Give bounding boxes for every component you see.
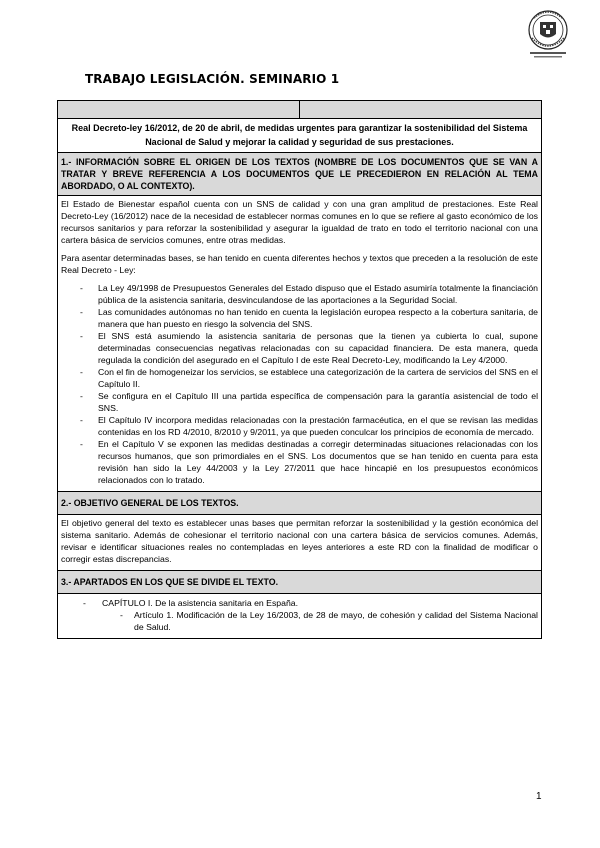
page-number: 1 bbox=[536, 791, 542, 802]
section-3-outline bbox=[58, 594, 541, 638]
list-item: - El SNS está asumiendo la asistencia sanitaria de personas que la tienen ya cubierta lo cual, supone determinadas consecuencias negativas relacionadas con su capacidad financiera. De esta manera, queda regulada la condición del asegurado en el Capítulo I de este Real Decreto-Ley, modificando la Ley 4/2000. bbox=[80, 331, 538, 365]
section-1-bullet-list bbox=[61, 282, 538, 486]
list-item: - La Ley 49/1998 de Presupuestos Generales del Estado dispuso que el Estado asumiría totalmente la financiación pública de la asistencia sanitaria, desvinculandose de las aportaciones a la Seguridad Social. bbox=[80, 283, 538, 305]
list-item: - Se configura en el Capítulo III una partida específica de compensación para la garantía asistencial de todo el SNS. bbox=[80, 391, 538, 413]
section-2-heading: 2.- OBJETIVO GENERAL DE LOS TEXTOS. bbox=[58, 492, 541, 515]
header-cell-left bbox=[58, 101, 299, 118]
university-seal-icon bbox=[524, 8, 572, 60]
section-2-body: El objetivo general del texto es establecer unas bases que permitan reforzar la sostenibilidad y la gestión económica del sistema sanitario. Además de cohesionar el territorio nacional con una cartera básica de servicios comunes. Además, revisar e identificar situaciones reales no contempladas en leyes anteriores a este RD con la finalidad de modificar o corregir estas discrepancias. bbox=[58, 515, 541, 571]
section-1-paragraph-1: El Estado de Bienestar español cuenta con un SNS de calidad y con una gran amplitud de prestaciones. Este Real Decreto-Ley (16/2012) nace de la necesidad de establecer normas comunes en lo que se refiere al gasto económico de los recursos sanitarios y para reforzar la sostenibilidad y asegurar la igualdad de trato en todo el territorio nacional con una cartera básica de servicios comunes, entre otras medidas. bbox=[61, 199, 538, 245]
article-1-item: - Artículo 1. Modificación de la Ley 16/2003, de 28 de mayo, de cohesión y calidad del Sistema Nacional de Salud. bbox=[120, 610, 538, 632]
list-item: - Con el fin de homogeneizar los servicios, se establece una categorización de la cartera de servicios del SNS en el Capítulo II. bbox=[80, 367, 538, 389]
section-3-heading: 3.- APARTADOS EN LOS QUE SE DIVIDE EL TEXTO. bbox=[58, 571, 541, 594]
list-item: - El Capítulo IV incorpora medidas relacionadas con la prestación farmacéutica, en el que se revisan las medidas contenidas en los RD 4/2010, 8/2010 y 9/2011, ya que pueden conculcar los principios de economía de mercado. bbox=[80, 415, 538, 437]
list-item: - Las comunidades autónomas no han tenido en cuenta la legislación europea respecto a la cobertura sanitaria, de manera que han puesto en riesgo la solvencia del SNS. bbox=[80, 307, 538, 329]
worksheet-table bbox=[57, 100, 542, 639]
decree-title: Real Decreto-ley 16/2012, de 20 de abril, de medidas urgentes para garantizar la sostenibilidad del Sistema Nacional de Salud y mejorar la calidad y seguridad de sus prestaciones. bbox=[58, 119, 541, 153]
list-item: - En el Capítulo V se exponen las medidas destinadas a corregir determinadas situaciones relacionadas con los recursos humanos, que son primordiales en el SNS. Los documentos que se han tenido en cuenta para esta revisión han sido la Ley 44/2003 y la Ley 27/2011 que hace hincapié en los presupuestos económicos relacionados con lo tratado. bbox=[80, 439, 538, 485]
section-1-paragraph-2: Para asentar determinadas bases, se han tenido en cuenta diferentes hechos y textos que preceden a la resolución de este Real Decreto - Ley: bbox=[61, 253, 538, 275]
chapter-1-item: - CAPÍTULO I. De la asistencia sanitaria en España. bbox=[83, 598, 299, 608]
header-cell-right bbox=[299, 101, 541, 118]
header-gray-row bbox=[58, 101, 541, 119]
document-title: TRABAJO LEGISLACIÓN. SEMINARIO 1 bbox=[85, 72, 340, 86]
section-1-heading: 1.- INFORMACIÓN SOBRE EL ORIGEN DE LOS TEXTOS (NOMBRE DE LOS DOCUMENTOS QUE SE VAN A TRATAR Y BREVE REFERENCIA A LOS DOCUMENTOS QUE LE PRECEDIERON EN RELACIÓN AL TEMA ABORDADO, O AL CONTEXTO). bbox=[58, 153, 541, 196]
section-1-body bbox=[58, 196, 541, 492]
